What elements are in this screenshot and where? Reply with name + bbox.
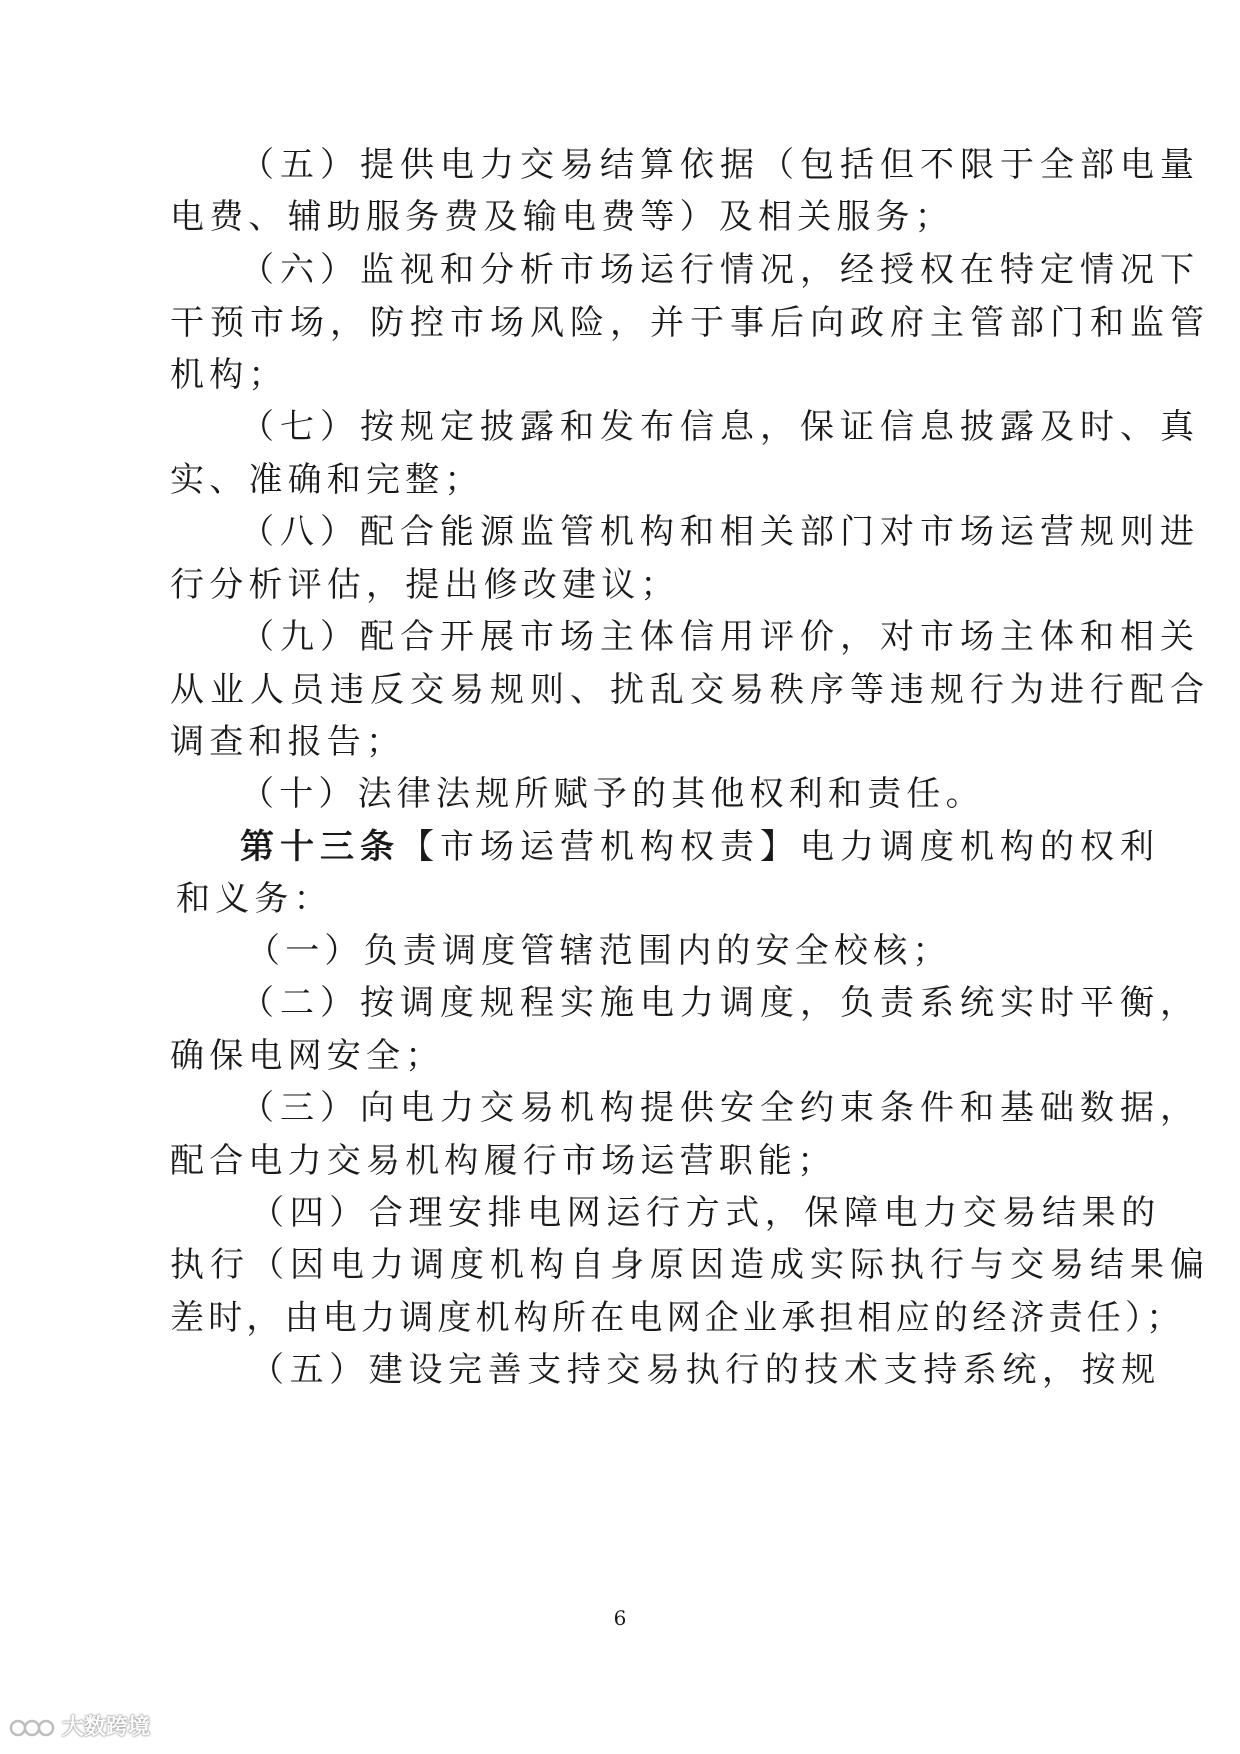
text-line: 和义务： bbox=[176, 879, 333, 919]
text-line: （三）向电力交易机构提供安全约束条件和基础数据， bbox=[240, 1088, 1200, 1128]
text-line: 确保电网安全； bbox=[170, 1036, 445, 1076]
text-line: （五）建设完善支持交易执行的技术支持系统，按规 bbox=[250, 1350, 1161, 1390]
watermark-text: 大数跨境 bbox=[62, 1715, 151, 1740]
text-line: 电费、辅助服务费及输电费等）及相关服务； bbox=[170, 197, 954, 237]
text-line: 差时，由电力调度机构所在电网企业承担相应的经济责任）； bbox=[170, 1298, 1185, 1338]
article-heading: 第十三条 bbox=[240, 827, 400, 867]
text-line: 配合电力交易机构履行市场运营职能； bbox=[170, 1141, 837, 1181]
text-line: （五）提供电力交易结算依据（包括但不限于全部电量 bbox=[240, 145, 1200, 185]
logo-icon bbox=[8, 1714, 58, 1742]
article-text: 【市场运营机构权责】电力调度机构的权利 bbox=[400, 827, 1160, 867]
text-line: 执行（因电力调度机构自身原因造成实际执行与交易结果偏 bbox=[170, 1245, 1210, 1285]
page-number: 6 bbox=[613, 1606, 627, 1630]
text-line: 机构； bbox=[170, 355, 288, 395]
text-line: 行分析评估，提出修改建议； bbox=[170, 565, 680, 605]
text-line: （六）监视和分析市场运行情况，经授权在特定情况下 bbox=[240, 250, 1200, 290]
text-line: 干预市场，防控市场风险，并于事后向政府主管部门和监管 bbox=[170, 303, 1210, 343]
text-line: （九）配合开展市场主体信用评价，对市场主体和相关 bbox=[240, 617, 1200, 657]
text-line: 从业人员违反交易规则、扰乱交易秩序等违规行为进行配合 bbox=[170, 670, 1210, 710]
text-line: （八）配合能源监管机构和相关部门对市场运营规则进 bbox=[240, 512, 1200, 552]
watermark bbox=[8, 1712, 150, 1744]
text-line: 实、准确和完整； bbox=[170, 460, 484, 500]
text-line: （十）法律法规所赋予的其他权利和责任。 bbox=[240, 774, 985, 814]
text-line: （一）负责调度管辖范围内的安全校核； bbox=[246, 931, 952, 971]
text-line: （七）按规定披露和发布信息，保证信息披露及时、真 bbox=[240, 407, 1200, 447]
text-line: （二）按调度规程实施电力调度，负责系统实时平衡， bbox=[240, 983, 1200, 1023]
text-line: （四）合理安排电网运行方式，保障电力交易结果的 bbox=[250, 1193, 1161, 1233]
article-line bbox=[240, 827, 1160, 867]
text-line: 调查和报告； bbox=[170, 722, 406, 762]
